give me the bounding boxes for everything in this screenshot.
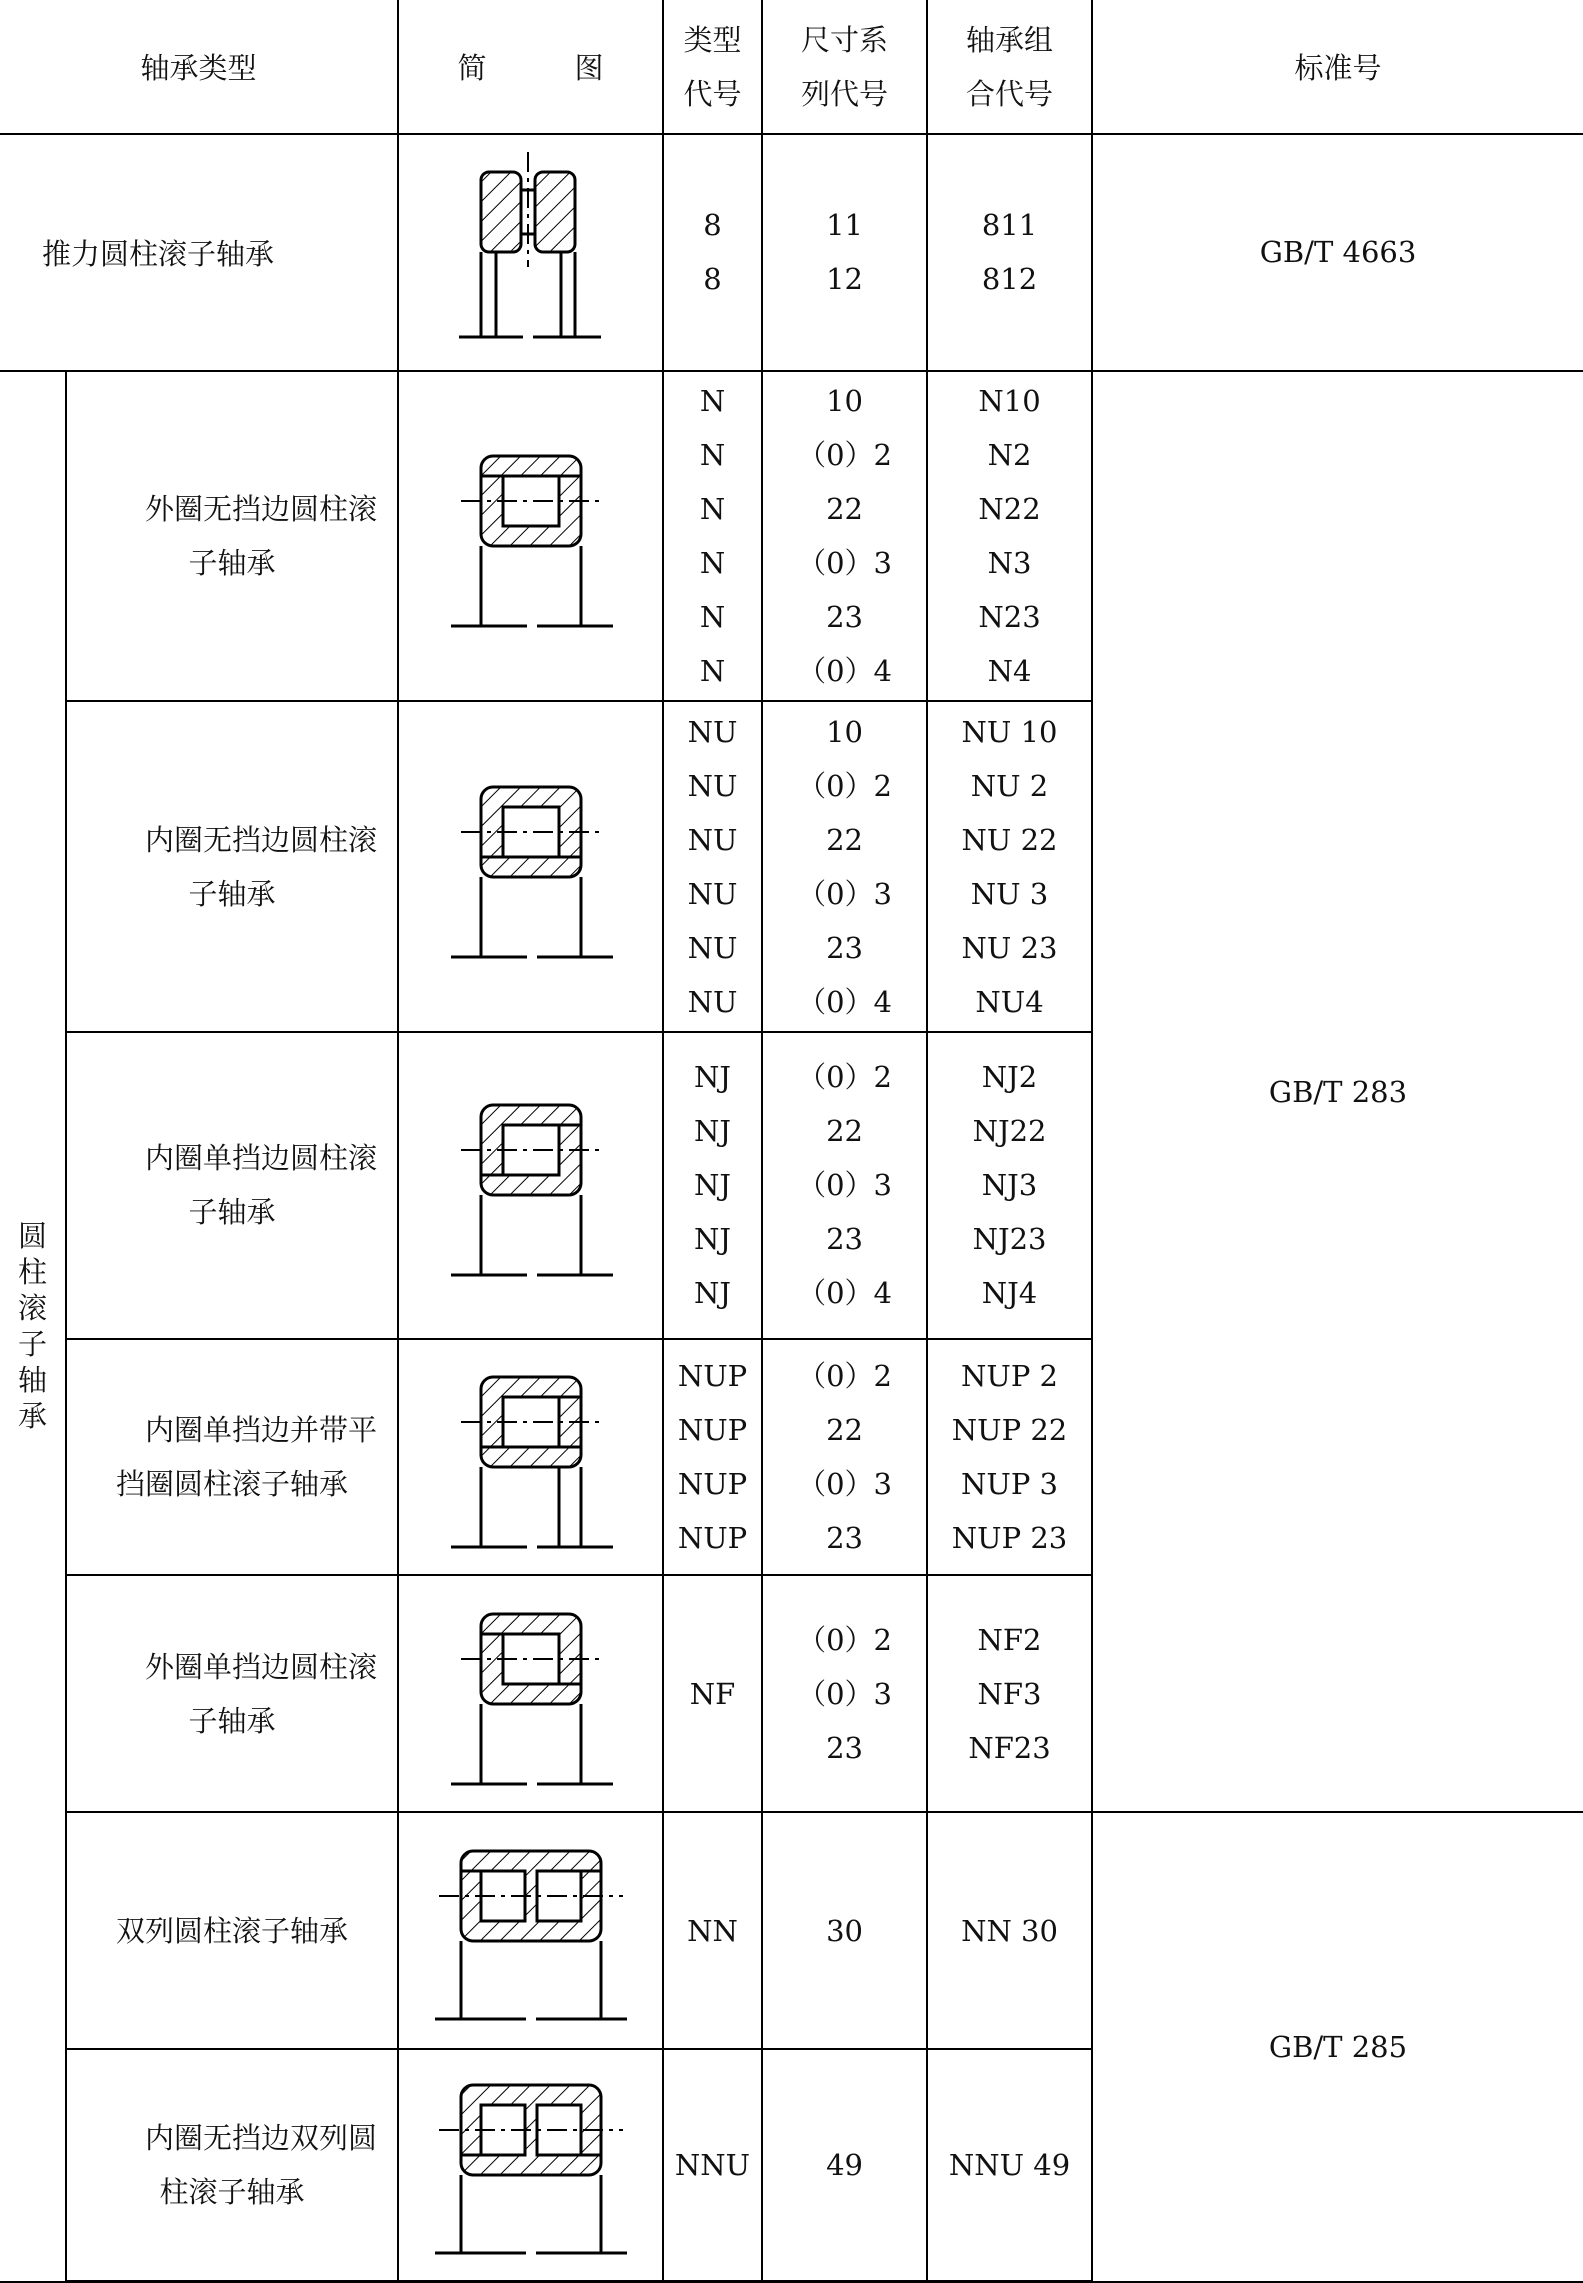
bearing-n-diagram — [441, 436, 621, 636]
type-codes-nn: NN — [663, 1812, 762, 2048]
bearing-nn-diagram — [431, 1831, 631, 2031]
type-codes-nu: NU NU NU NU NU NU — [663, 701, 762, 1032]
thrust-combo-codes: 811 812 — [927, 134, 1092, 370]
size-codes-nnu: 49 — [762, 2049, 927, 2282]
header-sketch — [398, 0, 663, 134]
bearing-nu-diagram — [441, 767, 621, 967]
size-codes-nup: （0）2 22 （0）3 23 — [762, 1339, 927, 1575]
combo-codes-nj: NJ2 NJ22 NJ3 NJ23 NJ4 — [927, 1032, 1092, 1339]
standard-gbt-283: GB/T 283 — [1092, 371, 1583, 1813]
size-codes-nn: 30 — [762, 1812, 927, 2048]
combo-codes-nu: NU 10 NU 2 NU 22 NU 3 NU 23 NU4 — [927, 701, 1092, 1032]
type-codes-nup: NUP NUP NUP NUP — [663, 1339, 762, 1575]
header-standard: 标准号 — [1092, 0, 1583, 134]
size-codes-nj: （0）2 22 （0）3 23 （0）4 — [762, 1032, 927, 1339]
combo-codes-nf: NF2 NF3 NF23 — [927, 1575, 1092, 1812]
thrust-row — [0, 134, 1583, 370]
sketch-nf — [398, 1575, 663, 1812]
sketch-n — [398, 371, 663, 702]
combo-codes-n: N10 N2 N22 N3 N23 N4 — [927, 371, 1092, 702]
type-codes-nnu: NNU — [663, 2049, 762, 2282]
standard-gbt-285: GB/T 285 — [1092, 1812, 1583, 2281]
thrust-type-codes: 8 8 — [663, 134, 762, 370]
combo-codes-nnu: NNU 49 — [927, 2049, 1092, 2282]
type-codes-n: N N N N N N — [663, 371, 762, 702]
combo-codes-nup: NUP 2 NUP 22 NUP 3 NUP 23 — [927, 1339, 1092, 1575]
row-name-nnu: 内圈无挡边双列圆 柱滚子轴承 — [66, 2049, 398, 2282]
bearing-nf-diagram — [441, 1594, 621, 1794]
type-codes-nj: NJ NJ NJ NJ NJ — [663, 1032, 762, 1339]
header-sketch-a: 简 — [457, 51, 487, 86]
row-name-nup: 内圈单挡边并带平 挡圈圆柱滚子轴承 — [66, 1339, 398, 1575]
row-name-nu: 内圈无挡边圆柱滚 子轴承 — [66, 701, 398, 1032]
thrust-name: 推力圆柱滚子轴承 — [0, 134, 398, 370]
header-row — [0, 0, 1583, 134]
bearing-nnu-diagram — [431, 2065, 631, 2265]
size-codes-nf: （0）2 （0）3 23 — [762, 1575, 927, 1812]
header-combo-code: 轴承组 合代号 — [927, 0, 1092, 134]
thrust-bearing-diagram — [451, 152, 611, 352]
row-name-n: 外圈无挡边圆柱滚 子轴承 — [66, 371, 398, 702]
thrust-size-codes: 11 12 — [762, 134, 927, 370]
size-codes-n: 10 （0）2 22 （0）3 23 （0）4 — [762, 371, 927, 702]
row-name-nj: 内圈单挡边圆柱滚 子轴承 — [66, 1032, 398, 1339]
header-size-code: 尺寸系 列代号 — [762, 0, 927, 134]
table-row-nn — [0, 1812, 1583, 2048]
row-name-nf: 外圈单挡边圆柱滚 子轴承 — [66, 1575, 398, 1812]
sketch-nn — [398, 1812, 663, 2048]
sketch-nu — [398, 701, 663, 1032]
thrust-standard: GB/T 4663 — [1092, 134, 1583, 370]
size-codes-nu: 10 （0）2 22 （0）3 23 （0）4 — [762, 701, 927, 1032]
header-type-code: 类型 代号 — [663, 0, 762, 134]
sketch-nnu — [398, 2049, 663, 2282]
header-bearing-type: 轴承类型 — [0, 0, 398, 134]
header-sketch-b: 图 — [574, 51, 604, 86]
bearing-nj-diagram — [441, 1085, 621, 1285]
combo-codes-nn: NN 30 — [927, 1812, 1092, 2048]
bearing-nup-diagram — [441, 1357, 621, 1557]
table-row-n — [0, 371, 1583, 702]
group-label-cylindrical: 圆 柱 滚 子 轴 承 — [0, 371, 66, 2282]
thrust-sketch — [398, 134, 663, 370]
row-name-nn: 双列圆柱滚子轴承 — [66, 1812, 398, 2048]
sketch-nup — [398, 1339, 663, 1575]
sketch-nj — [398, 1032, 663, 1339]
type-codes-nf: NF — [663, 1575, 762, 1812]
